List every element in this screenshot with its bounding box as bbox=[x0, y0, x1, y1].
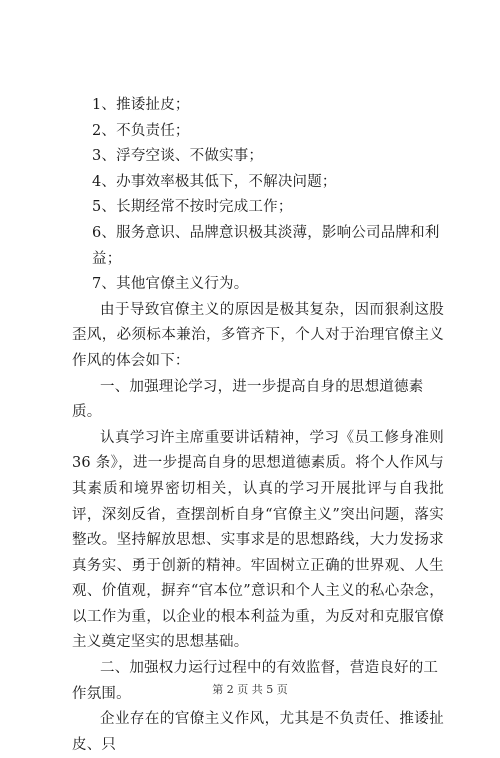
section-body-1: 认真学习许主席重要讲话精神，学习《员工修身准则 36 条》，进一步提高自身的思想道德素质。将个人作风与其素质和境界密切相关，认真的学习开展批评与自我批评，深刻反省，查摆剖析自身“官僚主义”突出问题，落实整改。坚持解放思想、实事求是的思想路线，大力发扬求真务实、勇于创新的精神。牢固树立正确的世界观、人生观、价值观，摒弃“官本位”意识和个人主义的私心杂念，以工作为重，以企业的根本利益为重，为反对和克服官僚主义奠定坚实的思想基础。 bbox=[72, 429, 444, 651]
list-item: 2、不负责任； bbox=[92, 122, 190, 139]
list-item: 3、浮夸空谈、不做实事； bbox=[92, 148, 264, 165]
list-item: 5、长期经常不按时完成工作； bbox=[92, 199, 293, 216]
section-heading-1: 一、加强理论学习，进一步提高自身的思想道德素质。 bbox=[72, 378, 424, 421]
section-body-2: 企业存在的官僚主义作风，尤其是不负责任、推诿扯皮、只 bbox=[72, 711, 444, 753]
list-item: 4、办事效率极其低下，不解决问题； bbox=[92, 173, 337, 190]
document-body bbox=[72, 93, 444, 758]
page-number-footer: 第 2 页 共 5 页 bbox=[212, 683, 288, 696]
list-item: 7、其他官僚主义行为。 bbox=[92, 276, 249, 293]
intro-paragraph: 由于导致官僚主义的原因是极其复杂，因而狠刹这股歪风，必须标本兼治，多管齐下，个人对于治理官僚主义作风的体会如下： bbox=[72, 301, 444, 369]
section-heading-2: 二、加强权力运行过程中的有效监督，营造良好的工作氛围。 bbox=[72, 660, 439, 702]
problem-list bbox=[72, 93, 444, 298]
list-item: 1、推诿扯皮； bbox=[92, 97, 190, 113]
list-item: 6、服务意识、品牌意识极其淡薄，影响公司品牌和利益； bbox=[92, 224, 440, 267]
